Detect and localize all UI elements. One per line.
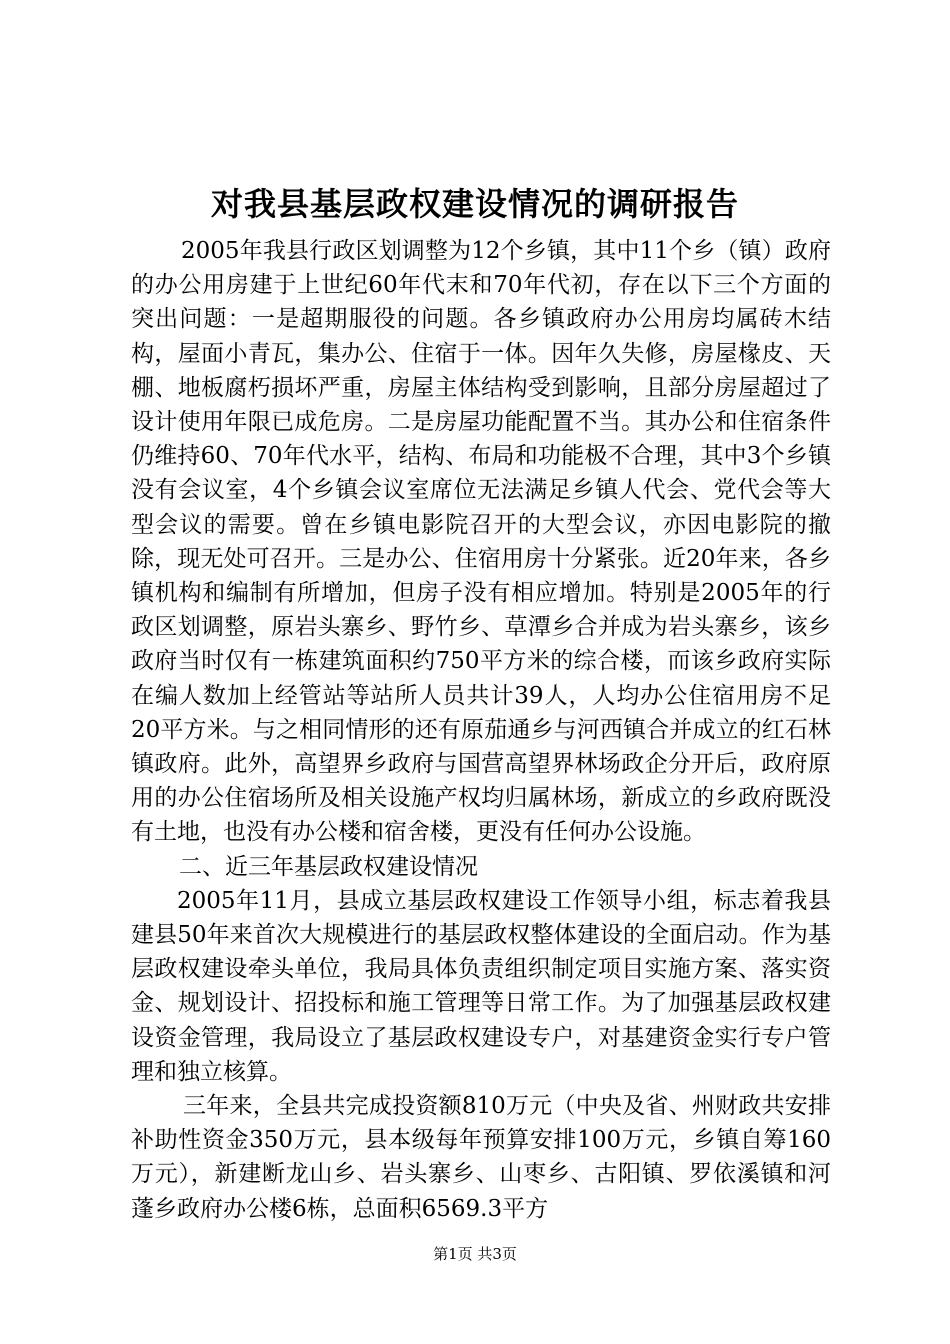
paragraph-problems: 2005年我县行政区划调整为12个乡镇，其中11个乡（镇）政府的办公用房建于上世纪60年代末和70年代初，存在以下三个方面的突出问题：一是超期服役的问题。各乡镇政府办公用房均属砖木结构，屋面小青瓦，集办公、住宿于一体。因年久失修，房屋椽皮、天棚、地板腐朽损坏严重，房屋主体结构受到影响，且部分房屋超过了设计使用年限已成危房。二是房屋功能配置不当。其办公和住宿条件仍维持60、70年代水平，结构、布局和功能极不合理，其中3个乡镇没有会议室，4个乡镇会议室席位无法满足乡镇人代会、党代会等大型会议的需要。曾在乡镇电影院召开的大型会议，亦因电影院的撤除，现无处可召开。三是办公、住宿用房十分紧张。近20年来，各乡镇机构和编制有所增加，但房子没有相应增加。特别是2005年的行政区划调整，原岩头寨乡、野竹乡、草潭乡合并成为岩头寨乡，该乡政府当时仅有一栋建筑面积约750平方米的综合楼，而该乡政府实际在编人数加上经管站等站所人员共计39人，人均办公住宿用房不足20平方米。与之相同情形的还有原茄通乡与河西镇合并成立的红石林镇政府。此外，高望界乡政府与国营高望界林场政企分开后，政府原用的办公住宿场所及相关设施产权均归属林场，新成立的乡政府既没有土地，也没有办公楼和宿舍楼，更没有任何办公设施。 bbox=[131, 238, 831, 846]
document-body bbox=[131, 234, 831, 1226]
document-title: 对我县基层政权建设情况的调研报告 bbox=[210, 185, 739, 223]
page-footer: 第1页 共3页 bbox=[433, 1245, 517, 1263]
paragraph-leadership-group: 2005年11月，县成立基层政权建设工作领导小组，标志着我县建县50年来首次大规模进行的基层政权整体建设的全面启动。作为基层政权建设牵头单位，我局具体负责组织制定项目实施方案、落实资金、规划设计、招投标和施工管理等日常工作。为了加强基层政权建设资金管理，我局设立了基层政权建设专户，对基建资金实行专户管理和独立核算。 bbox=[131, 887, 831, 1085]
paragraph-investment: 三年来，全县共完成投资额810万元（中央及省、州财政共安排补助性资金350万元，县本级每年预算安排100万元，乡镇自筹160万元），新建断龙山乡、岩头寨乡、山枣乡、古阳镇、罗依溪镇和河蓬乡政府办公楼6栋，总面积6569.3平方 bbox=[131, 1093, 831, 1222]
section-heading-2: 二、近三年基层政权建设情况 bbox=[179, 853, 478, 880]
